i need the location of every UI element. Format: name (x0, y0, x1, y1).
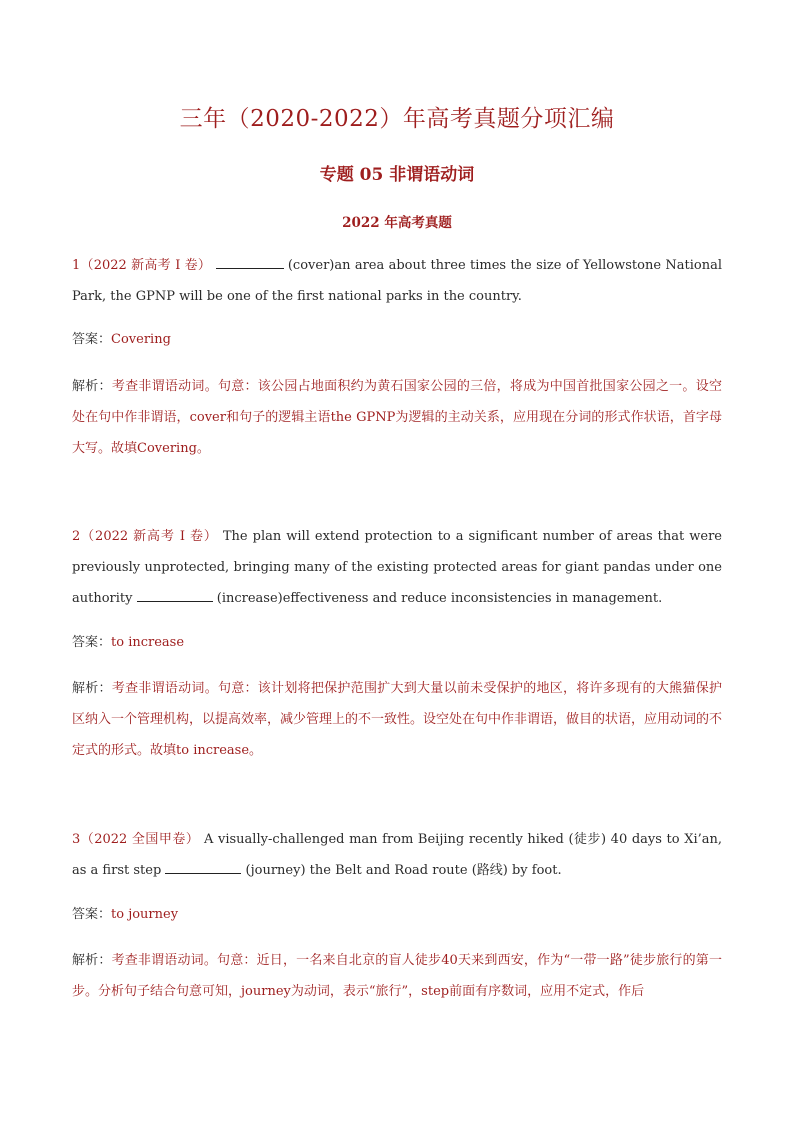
question-2-source: 2（2022 新高考 I 卷） (72, 529, 218, 544)
question-3-text-after: (journey) the Belt and Road route (路线) by foot. (241, 863, 562, 878)
answer-2-value: to increase (111, 635, 185, 650)
answer-1 (72, 324, 722, 355)
analysis-2 (72, 673, 722, 766)
analysis-3-en-a: 40 (441, 953, 458, 968)
analysis-1 (72, 371, 722, 464)
answer-2-label: 答案： (72, 635, 112, 650)
analysis-1-en-c: Covering (137, 441, 197, 456)
question-1-source: 1（2022 新高考 I 卷） (72, 258, 212, 273)
analysis-1-text-c: 为逻辑的主动关系，应用现在分词的形式作状语，首字母大写。故填 (72, 410, 722, 456)
question-3-blank (165, 859, 241, 874)
question-2-text-before: The plan will extend protection to a significant number of areas that were previously unprotected, bringing many of the existing protected areas for giant pandas under one authority (72, 529, 722, 606)
analysis-2-text-a: 考查非谓语动词。句意：该计划将把保护范围扩大到大量以前未受保护的地区，将许多现有的大熊猫保护区纳入一个管理机构，以提高效率，减少管理上的不一致性。设空处在句中作非谓语，做目的状语，应用动词的不定式的形式。故填 (72, 681, 723, 758)
analysis-3-en-b: journey (241, 984, 291, 999)
analysis-3-label: 解析： (72, 953, 112, 968)
analysis-2-end: 。 (249, 743, 263, 758)
analysis-3 (72, 945, 722, 1007)
answer-3 (72, 899, 722, 930)
analysis-2-en-a: to increase (176, 743, 250, 758)
page-title: 三年（2020-2022）年高考真题分项汇编 (179, 106, 615, 132)
answer-3-label: 答案： (72, 907, 112, 922)
question-2-blank (137, 587, 213, 602)
question-3-source: 3（2022 全国甲卷） (72, 832, 200, 847)
section-heading: 2022 年高考真题 (342, 215, 452, 231)
topic-subtitle: 专题 05 非谓语动词 (319, 165, 475, 185)
analysis-1-en-b: the GPNP (330, 410, 396, 425)
answer-3-value: to journey (111, 907, 179, 922)
answer-1-label: 答案： (72, 332, 112, 347)
analysis-1-end: 。 (196, 441, 210, 456)
question-2 (72, 521, 722, 614)
analysis-3-en-c: step (421, 984, 450, 999)
question-2-text-after: (increase)effectiveness and reduce inconsistencies in management. (212, 591, 663, 606)
question-1-blank (216, 254, 284, 269)
analysis-3-text-a: 考查非谓语动词。句意：近日，一名来自北京的盲人徒步 (111, 953, 442, 968)
question-3 (72, 824, 722, 886)
analysis-3-text-d: 前面有序数词，应用不定式，作后 (449, 984, 645, 999)
answer-1-value: Covering (111, 332, 171, 347)
analysis-1-text-a: 考查非谓语动词。句意：该公园占地面积约为黄石国家公园的三倍，将成为中国首批国家公园之一。设空处在句中作非谓语， (72, 379, 722, 425)
analysis-2-label: 解析： (72, 681, 112, 696)
question-3-text-before: A visually-challenged man from Beijing recently hiked (徒步) 40 days to Xi’an, as a first step (72, 832, 722, 878)
analysis-1-label: 解析： (72, 379, 112, 394)
analysis-1-en-a: cover (189, 410, 226, 425)
question-1 (72, 250, 722, 312)
analysis-3-text-c: 为动词，表示“旅行”， (290, 984, 422, 999)
analysis-1-text-b: 和句子的逻辑主语 (225, 410, 331, 425)
analysis-3-text-b: 天来到西安，作为“一带一路”徒步旅行的第一步。分析句子结合句意可知， (72, 953, 722, 999)
question-1-text: (cover)an area about three times the size of Yellowstone National Park, the GPNP will be one of the first national parks in the country. (72, 258, 722, 304)
answer-2 (72, 627, 722, 658)
